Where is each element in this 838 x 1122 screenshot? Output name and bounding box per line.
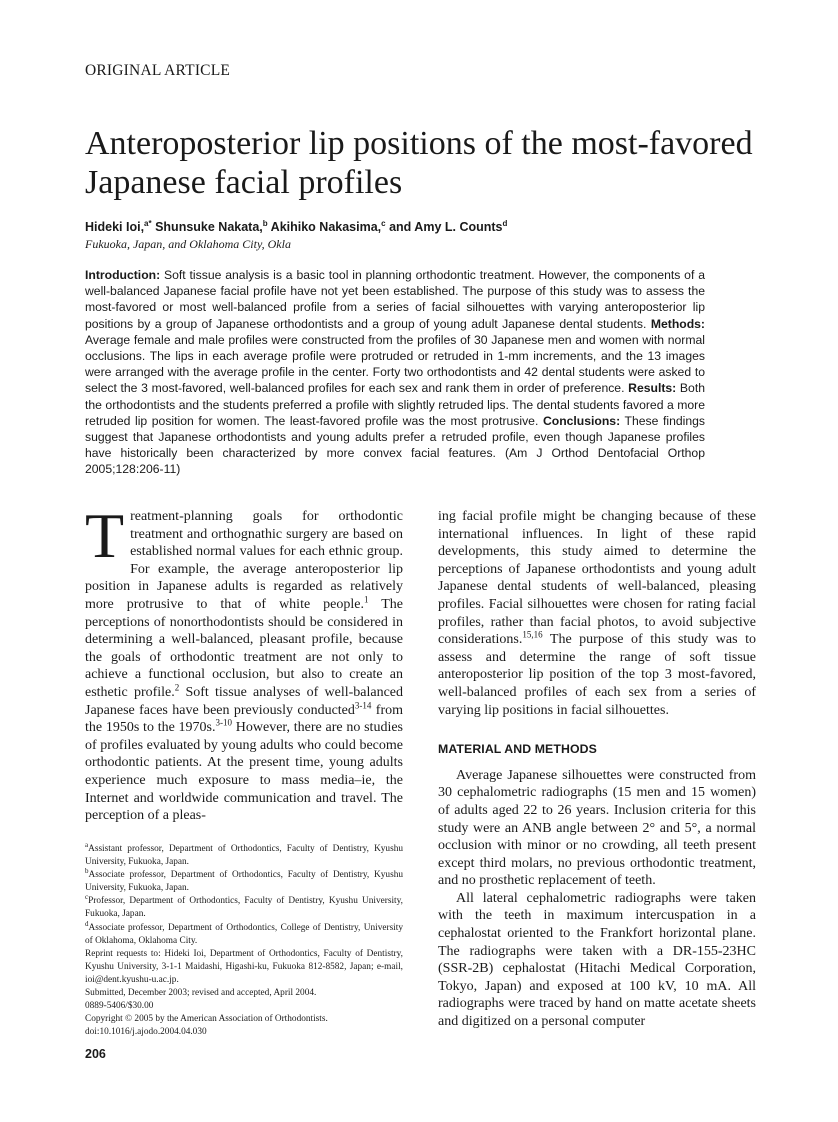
intro-paragraph	[85, 500, 404, 825]
footnote-mark: b	[85, 867, 89, 876]
author-name: Shunsuke Nakata,	[151, 220, 263, 235]
abstract-intro-text: Soft tissue analysis is a basic tool in planning orthodontic treatment. However, the components of a well-balanced Japanese facial profile have not yet been established. The purpose of this study was to assess the most-favored or most well-balanced profile from a series of facial silhouettes with varying anteroposterior lip positions by a group of Japanese orthodontists and a group of young adult Japanese dental students.	[85, 268, 705, 331]
intro-continuation-paragraph	[438, 508, 756, 719]
submission-dates: Submitted, December 2003; revised and accepted, April 2004.	[85, 988, 317, 999]
issn: 0889-5406/$30.00	[85, 1001, 154, 1012]
abstract-methods-text: Average female and male profiles were constructed from the profiles of 30 Japanese men and women with normal occlusions. The lips in each average profile were protruded or retruded in 1-mm increments, and the 13 images were arranged with the average profile in the center. Forty two orthodontists and 42 dental students were asked to select the 3 most-favored, well-balanced profiles for each sex and rank them in order of preference.	[85, 332, 705, 396]
author-name: and Amy L. Counts	[385, 220, 503, 235]
body-column-left	[85, 500, 404, 825]
abstract-conclusions-label: Conclusions:	[542, 413, 621, 428]
footnote-text: Associate professor, Department of Orthodontics, Faculty of Dentistry, Kyushu University, Fukuoka, Japan.	[85, 870, 403, 894]
abstract	[85, 267, 705, 478]
reference-mark: 15,16	[522, 629, 543, 640]
abstract-intro-label: Introduction:	[85, 268, 161, 282]
abstract-conclusions-text: These findings suggest that Japanese orthodontists and young adults prefer a retruded profile, even though Japanese profiles have historically been characterized by more convex facial features. (Am J Orthod Dentofacial Orthop 2005;128:206-11)	[85, 413, 705, 477]
page-number: 206	[85, 1047, 106, 1061]
footnote-text: Assistant professor, Department of Orthodontics, Faculty of Dentistry, Kyushu University, Fukuoka, Japan.	[85, 844, 403, 868]
author-mark: a*	[144, 219, 152, 228]
footnote	[85, 895, 403, 921]
reference-mark: 2	[174, 682, 180, 693]
article-title: Anteroposterior lip positions of the most-favored Japanese facial profiles	[85, 125, 753, 201]
footnote-mark: d	[85, 919, 89, 928]
methods-paragraph: Average Japanese silhouettes were constructed from 30 cephalometric radiographs (15 men and 15 women) of adults aged 22 to 26 years. Inclusion criteria for this study were an ANB angle between 2° and 5°, a normal occlusion with minor or no crowding, all teeth present except third molars, no previous orthodontic treatment, and no prosthetic replacement of teeth.	[438, 767, 756, 889]
footnotes	[85, 840, 403, 1039]
body-column-right	[438, 508, 756, 1031]
body-text: The purpose of this study was to assess and determine the range of soft tissue anteroposterior lip position of the top 3 most-favored, well-balanced profiles of each sex from a series of varying lip positions in facial silhouettes.	[438, 632, 756, 718]
author-name: Akihiko Nakasima,	[267, 220, 382, 235]
methods-paragraph: All lateral cephalometric radiographs were taken with the teeth in maximum intercuspation in a cephalostat oriented to the Frankfort horizontal plane. The radiographs were taken with a DR-155-23HC (SSR-2B) cephalostat (Hitachi Medical Corporation, Tokyo, Japan) and exposed at 100 kV, 10 mA. All radiographs were traced by hand on matte acetate sheets and digitized on a personal computer	[438, 890, 756, 1030]
reference-mark: 3-14	[354, 699, 372, 710]
body-text: ing facial profile might be changing because of these international influences. In light of these rapid developments, this study aimed to determine the perceptions of Japanese orthodontists and young adult Japanese dental students of well-balanced, pleasing profiles. Facial silhouettes were chosen for rating facial profiles, rather than facial photos, to avoid subjective considerations.	[438, 509, 756, 648]
author-mark: b	[262, 219, 268, 228]
reference-mark: 3-10	[215, 717, 233, 728]
abstract-methods-label: Methods:	[650, 316, 705, 331]
drop-cap: T	[85, 500, 125, 571]
author-list	[85, 219, 507, 234]
body-text: The perceptions of nonorthodontists should be considered in determining a well-balanced, pleasant profile, because the goals of orthodontic treatment are not only to achieve a functional occlusion, but also to create an esthetic profile.	[85, 596, 403, 700]
author-mark: d	[502, 219, 508, 228]
abstract-results-label: Results:	[628, 381, 677, 396]
footnote	[85, 869, 403, 895]
footnote-mark: a	[85, 840, 89, 849]
doi: doi:10.1016/j.ajodo.2004.04.030	[85, 1027, 207, 1038]
footnote	[85, 919, 403, 948]
footnote	[85, 840, 403, 869]
body-text: Soft tissue analyses of well-balanced Japanese faces have been previously conducted	[85, 684, 404, 718]
section-heading-methods: MATERIAL AND METHODS	[438, 742, 597, 757]
footnote-mark: c	[85, 893, 89, 902]
footnote-text: Professor, Department of Orthodontics, Faculty of Dentistry, Kyushu University, Fukuoka, Japan.	[85, 896, 403, 920]
author-mark: c	[381, 219, 386, 228]
author-name: Hideki Ioi,	[85, 220, 145, 235]
body-text: reatment-planning goals for orthodontic treatment and orthognathic surgery are based on established normal values for each ethnic group. For example, the average anteroposterior lip position in Japanese adults is regarded as relatively more protrusive to that of white people.	[85, 509, 403, 612]
footnote-text: Associate professor, Department of Orthodontics, College of Dentistry, University of Oklahoma, Oklahoma City.	[85, 922, 403, 946]
body-text: However, there are no studies of profiles evaluated by young adults who could become orthodontic patients. At the present time, young adults experience much exposure to mass media–ie, the Internet and worldwide communication and travel. The perception of a pleas-	[85, 720, 403, 824]
copyright: Copyright © 2005 by the American Association of Orthodontists.	[85, 1014, 328, 1025]
body-text: from the 1950s to the 1970s.	[85, 702, 404, 736]
abstract-results-text: Both the orthodontists and the students preferred a profile with slightly retruded lips. The dental students favored a more retruded lip position for women. The least-favored profile was the most protrusive.	[85, 381, 705, 428]
reprint-requests: Reprint requests to: Hideki Ioi, Department of Orthodontics, Faculty of Dentistry, Kyushu University, 3-1-1 Maidashi, Higashi-ku, Fukuoka 812-8582, Japan; e-mail, ioi@dent.kyushu-u.ac.jp.	[85, 948, 403, 985]
affiliation-line: Fukuoka, Japan, and Oklahoma City, Okla	[85, 237, 291, 251]
section-label: ORIGINAL ARTICLE	[85, 62, 231, 79]
reference-mark: 1	[363, 594, 369, 605]
